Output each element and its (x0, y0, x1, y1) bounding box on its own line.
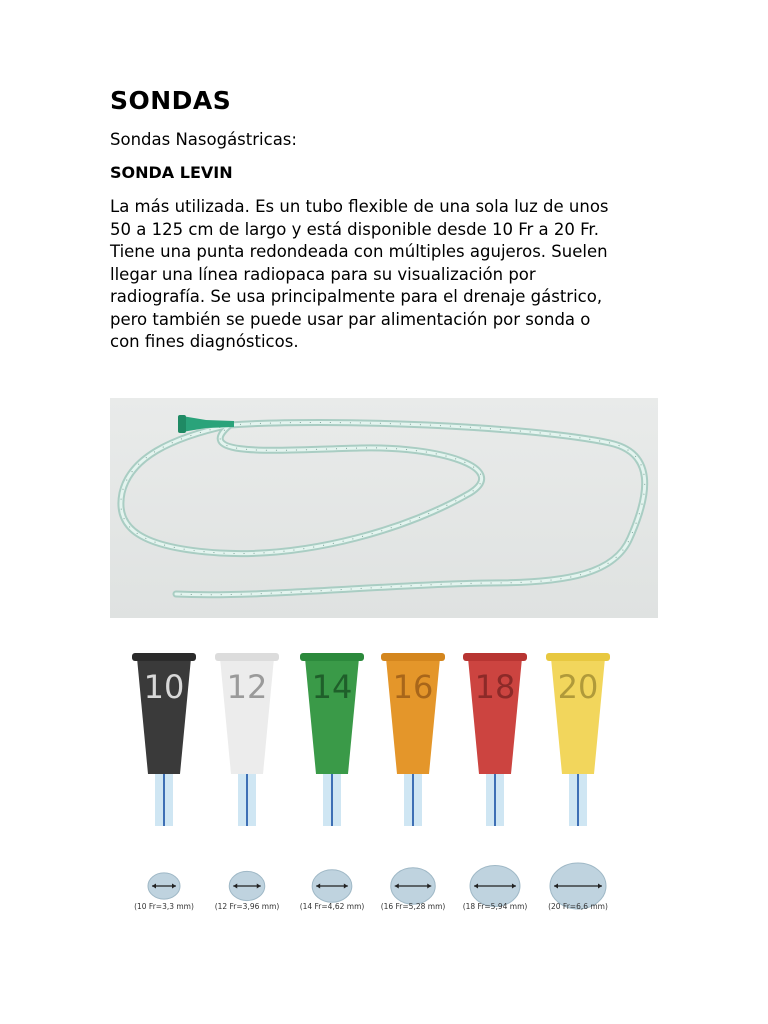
size-14-label: 14 (311, 668, 353, 706)
size-10-cap (132, 653, 196, 661)
size-14-caption: (14 Fr=4,62 mm) (299, 902, 365, 911)
levin-tube-photo (110, 398, 658, 618)
paragraph-line: llegar una línea radiopaca para su visualización por (110, 264, 536, 284)
paragraph-line: 50 a 125 cm de largo y está disponible desde 10 Fr a 20 Fr. (110, 219, 599, 239)
size-14-cap (300, 653, 364, 661)
paragraph-line: radiografía. Se usa principalmente para el drenaje gástrico, (110, 287, 603, 306)
section-heading: SONDA LEVIN (110, 163, 233, 182)
size-18-caption: (18 Fr=5,94 mm) (462, 902, 528, 911)
size-16-cap (381, 653, 445, 661)
size-20-cap (546, 653, 610, 661)
size-20-label: 20 (557, 668, 599, 706)
size-18-label: 18 (474, 668, 516, 706)
size-16-label: 16 (392, 668, 434, 706)
paragraph-line: pero también se puede usar par alimentación por sonda o (110, 309, 591, 329)
size-12-label: 12 (226, 668, 268, 706)
tube-loop (121, 425, 482, 554)
size-18-cap (463, 653, 527, 661)
size-16-caption: (16 Fr=5,28 mm) (380, 902, 446, 911)
levin-tube-illustration (110, 398, 658, 618)
description-paragraph (110, 196, 670, 354)
tube-size-chart (110, 636, 658, 926)
paragraph-line: con fines diagnósticos. (110, 332, 299, 351)
size-10-caption: (10 Fr=3,3 mm) (134, 902, 194, 911)
paragraph-line: La más utilizada. Es un tubo flexible de una sola luz de unos (110, 197, 609, 216)
size-10-label: 10 (143, 668, 185, 706)
size-12-cap (215, 653, 279, 661)
size-20-caption: (20 Fr=6,6 mm) (548, 902, 608, 911)
paragraph-line: Tiene una punta redondeada con múltiples agujeros. Suelen (110, 242, 608, 261)
size-12-caption: (12 Fr=3,96 mm) (214, 902, 280, 911)
page-title: SONDAS (110, 86, 232, 115)
section-subtitle: Sondas Nasogástricas: (110, 130, 297, 149)
